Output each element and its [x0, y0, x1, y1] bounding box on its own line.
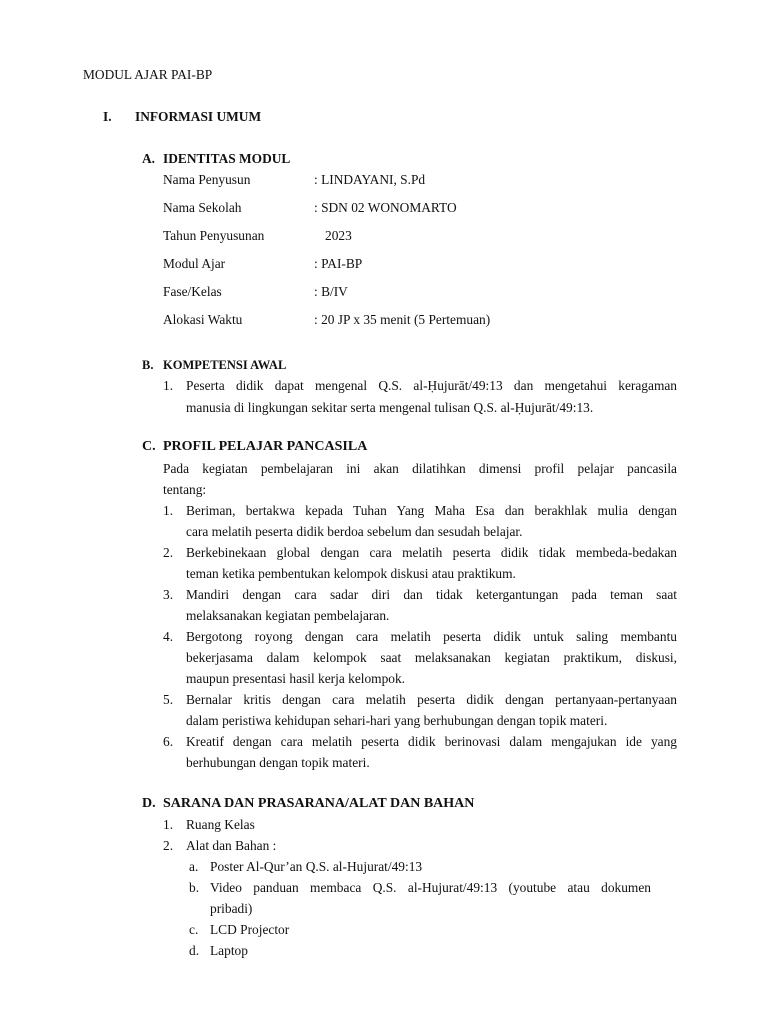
list-item-text: bekerjasama dalam kelompok saat melaksanakan kegiatan praktikum, diskusi, [186, 650, 677, 665]
list-item-text: maupun presentasi hasil kerja kelompok. [186, 671, 406, 686]
identity-row [0, 229, 768, 257]
section-number: I. [103, 109, 112, 124]
list-number: 1. [163, 817, 174, 832]
list-item-text: Ruang Kelas [186, 817, 255, 832]
list-item-text: melaksanakan kegiatan pembelajaran. [186, 608, 390, 623]
identity-label: Modul Ajar [163, 256, 226, 271]
subsection-title: SARANA DAN PRASARANA/ALAT DAN BAHAN [163, 796, 475, 811]
list-number: 6. [163, 734, 174, 749]
sublist-letter: d. [189, 943, 200, 958]
list-number: 5. [163, 692, 174, 707]
identity-value: : SDN 02 WONOMARTO [314, 200, 457, 215]
identity-label: Tahun Penyusunan [163, 228, 265, 243]
list-item-text: berhubungan dengan topik materi. [186, 755, 370, 770]
identity-value: : B/IV [314, 284, 348, 299]
identity-row [0, 313, 768, 341]
document-title: MODUL AJAR PAI-BP [83, 67, 213, 82]
identity-value: : 20 JP x 35 menit (5 Pertemuan) [314, 312, 491, 327]
sublist-item-text: Video panduan membaca Q.S. al-Hujurat/49:13 (youtube atau dokumen [210, 880, 651, 895]
list-item-text: cara melatih peserta didik berdoa sebelum dan sesudah belajar. [186, 524, 523, 539]
list-item-text: Bergotong royong dengan cara melatih peserta didik untuk saling membantu [186, 629, 677, 644]
sublist-item-text: LCD Projector [210, 922, 290, 937]
sublist-item-text: Laptop [210, 943, 248, 958]
sublist-item-text: Poster Al-Qur’an Q.S. al-Hujurat/49:13 [210, 859, 423, 874]
sublist-letter: b. [189, 880, 200, 895]
identity-row [0, 173, 768, 201]
identity-label: Alokasi Waktu [163, 312, 243, 327]
list-item-text: Berkebinekaan global dengan cara melatih peserta didik tidak membeda-bedakan [186, 545, 677, 560]
list-item-text: Peserta didik dapat mengenal Q.S. al-Ḥujurāt/49:13 dan mengetahui keragaman [186, 378, 677, 393]
subsection-letter: A. [142, 151, 156, 166]
subsection-title: IDENTITAS MODUL [163, 151, 291, 166]
list-item-text: manusia di lingkungan sekitar serta mengenal tulisan Q.S. al-Ḥujurāt/49:13. [186, 400, 594, 415]
subsection-letter: B. [142, 358, 154, 372]
intro-text: Pada kegiatan pembelajaran ini akan dilatihkan dimensi profil pelajar pancasila [163, 461, 677, 476]
list-item-text: Alat dan Bahan : [186, 838, 277, 853]
list-number: 4. [163, 629, 174, 644]
subsection-title: PROFIL PELAJAR PANCASILA [163, 439, 368, 454]
list-number: 3. [163, 587, 174, 602]
subsection-letter: D. [142, 796, 156, 811]
list-number: 2. [163, 838, 174, 853]
sublist-letter: a. [189, 859, 199, 874]
list-item-text: Bernalar kritis dengan cara melatih peserta didik dengan pertanyaan-pertanyaan [186, 692, 677, 707]
list-number: 2. [163, 545, 174, 560]
identity-value: : PAI-BP [314, 256, 363, 271]
identity-row [0, 285, 768, 313]
list-item-text: teman ketika pembentukan kelompok diskusi atau praktikum. [186, 566, 516, 581]
section-title: INFORMASI UMUM [135, 109, 262, 124]
list-number: 1. [163, 503, 174, 518]
list-item-text: Kreatif dengan cara melatih peserta didik berinovasi dalam mengajukan ide yang [186, 734, 677, 749]
identity-label: Nama Penyusun [163, 172, 251, 187]
list-item-text: Mandiri dengan cara sadar diri dan tidak ketergantungan pada teman saat [186, 587, 677, 602]
list-item-text: Beriman, bertakwa kepada Tuhan Yang Maha Esa dan berakhlak mulia dengan [186, 503, 677, 518]
identity-value: : LINDAYANI, S.Pd [314, 172, 426, 187]
list-item-text: dalam peristiwa kehidupan sehari-hari yang berhubungan dengan topik materi. [186, 713, 608, 728]
identity-label: Fase/Kelas [163, 284, 222, 299]
intro-text: tentang: [163, 482, 207, 497]
sublist-item-text: pribadi) [210, 901, 253, 916]
subsection-letter: C. [142, 439, 156, 454]
identity-label: Nama Sekolah [163, 200, 242, 215]
sublist-letter: c. [189, 922, 199, 937]
identity-row [0, 201, 768, 229]
list-number: 1. [163, 378, 174, 393]
identity-value: 2023 [325, 228, 352, 243]
identity-row [0, 257, 768, 285]
subsection-title: KOMPETENSI AWAL [163, 358, 287, 372]
